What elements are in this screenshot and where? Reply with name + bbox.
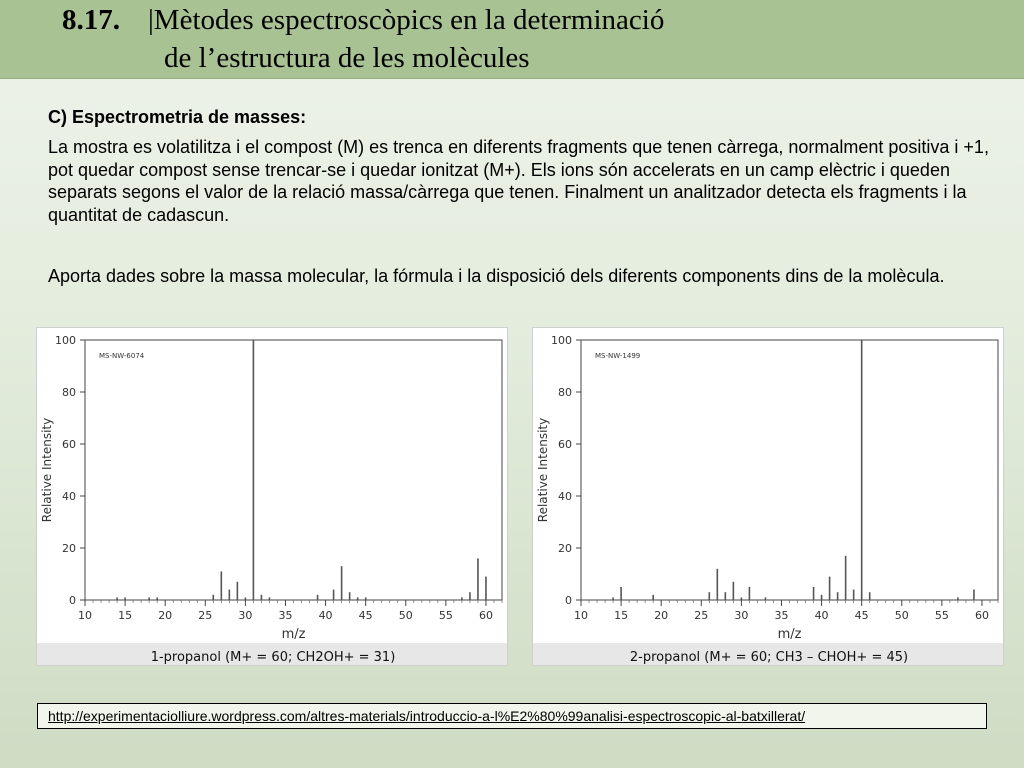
x-tick-label: 35 <box>278 609 293 622</box>
y-axis-label: Relative Intensity <box>40 417 54 523</box>
y-tick-label: 40 <box>558 490 572 503</box>
spectrum-id-label: MS-NW-1499 <box>595 352 641 360</box>
source-url-box <box>37 703 987 729</box>
y-tick-label: 80 <box>558 386 572 399</box>
y-tick-label: 40 <box>62 490 76 503</box>
source-url-link[interactable]: http://experimentaciolliure.wordpress.com/altres-materials/introduccio-a-l%E2%80%99analisi-espectroscopic-al-batxillerat/ <box>48 708 806 724</box>
plot-frame <box>581 340 998 600</box>
x-tick-label: 20 <box>654 609 669 622</box>
title-line-1: |Mètodes espectroscòpics en la determinació <box>148 4 665 36</box>
x-tick-label: 30 <box>734 609 749 622</box>
y-tick-label: 20 <box>558 542 572 555</box>
y-tick-label: 80 <box>62 386 76 399</box>
chart-caption: 2-propanol (M+ = 60; CH3 – CHOH+ = 45) <box>629 650 909 665</box>
spectrum-id-label: MS-NW-6074 <box>99 352 145 360</box>
x-tick-label: 35 <box>774 609 789 622</box>
paragraph-description: La mostra es volatilitza i el compost (M) es trenca en diferents fragments que tenen càrrega, normalment positiva i +1, pot quedar compost sense trencar-se i quedar ionitzat (M+). Els ions són accelerats en un camp elèctric i queden separats segons el valor de la relació massa/càrrega que tenen. Finalment un analitzador detecta els fragments i la quantitat de cadascun. <box>48 137 989 225</box>
x-tick-label: 20 <box>158 609 173 622</box>
y-tick-label: 60 <box>62 438 76 451</box>
title-line-2: de l’estructura de les molècules <box>164 42 530 74</box>
x-tick-label: 50 <box>894 609 909 622</box>
x-tick-label: 60 <box>974 609 989 622</box>
x-tick-label: 55 <box>934 609 949 622</box>
x-tick-label: 45 <box>854 609 869 622</box>
x-tick-label: 25 <box>198 609 213 622</box>
x-tick-label: 55 <box>438 609 453 622</box>
x-tick-label: 60 <box>478 609 493 622</box>
x-tick-label: 40 <box>814 609 829 622</box>
x-axis-label: m/z <box>777 627 802 642</box>
x-tick-label: 40 <box>318 609 333 622</box>
mass-spectrum-1-propanol <box>36 327 508 666</box>
y-axis-label: Relative Intensity <box>536 417 550 523</box>
y-tick-label: 0 <box>565 594 572 607</box>
paragraph-applications: Aporta dades sobre la massa molecular, la fórmula i la disposició dels diferents components dins de la molècula. <box>48 266 945 286</box>
x-tick-label: 15 <box>118 609 133 622</box>
spectrum-chart <box>533 328 1005 667</box>
x-tick-label: 10 <box>574 609 588 622</box>
x-tick-label: 25 <box>694 609 709 622</box>
spectrum-chart <box>37 328 509 667</box>
y-tick-label: 100 <box>551 334 572 347</box>
x-tick-label: 30 <box>238 609 253 622</box>
chart-caption: 1-propanol (M+ = 60; CH2OH+ = 31) <box>150 650 396 665</box>
title-bar <box>0 0 1024 79</box>
x-tick-label: 15 <box>614 609 629 622</box>
y-tick-label: 60 <box>558 438 572 451</box>
mass-spectrum-2-propanol <box>532 327 1004 666</box>
title-number: 8.17. <box>62 4 120 36</box>
section-heading: C) Espectrometria de masses: <box>48 107 307 127</box>
y-tick-label: 100 <box>55 334 76 347</box>
y-tick-label: 20 <box>62 542 76 555</box>
x-tick-label: 45 <box>358 609 373 622</box>
x-tick-label: 10 <box>78 609 92 622</box>
x-tick-label: 50 <box>398 609 413 622</box>
plot-frame <box>85 340 502 600</box>
x-axis-label: m/z <box>281 627 306 642</box>
y-tick-label: 0 <box>69 594 76 607</box>
